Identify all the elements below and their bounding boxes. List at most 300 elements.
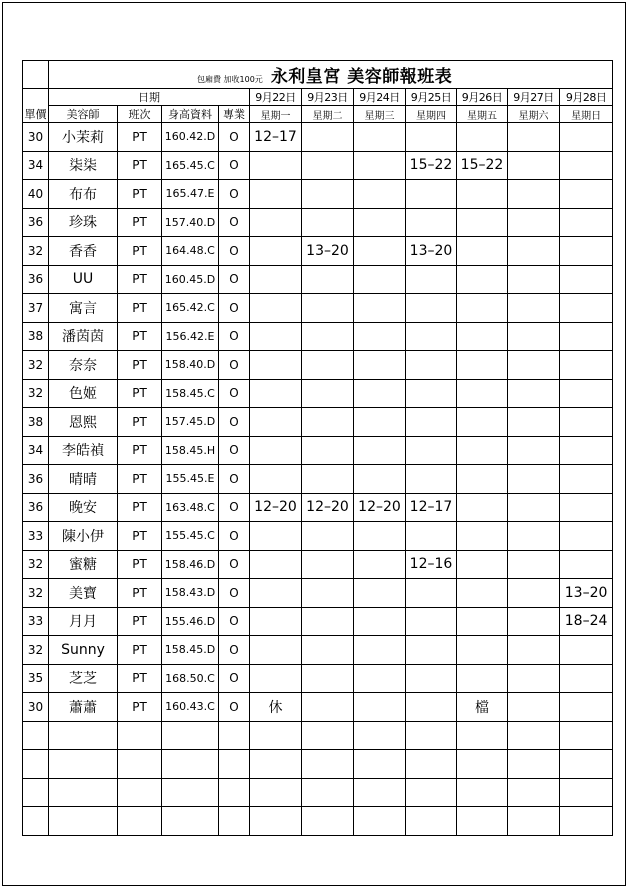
schedule-cell	[457, 607, 508, 636]
schedule-cell	[250, 151, 302, 180]
stylist-name-cell: 恩熙	[49, 408, 118, 437]
schedule-cell	[354, 265, 406, 294]
stylist-name-cell: 晚安	[49, 493, 118, 522]
unit-price-cell: 32	[23, 579, 49, 608]
schedule-cell	[354, 550, 406, 579]
stylist-name-cell: 柒柒	[49, 151, 118, 180]
table-row	[23, 123, 613, 152]
table-row	[23, 550, 613, 579]
unit-price-cell: 40	[23, 180, 49, 209]
shift-cell: PT	[118, 522, 162, 551]
specialty-cell: O	[219, 351, 250, 380]
schedule-cell	[508, 408, 560, 437]
schedule-cell: 12–20	[250, 493, 302, 522]
schedule-cell	[560, 322, 613, 351]
empty-cell	[354, 807, 406, 836]
table-row	[23, 436, 613, 465]
schedule-cell	[457, 493, 508, 522]
schedule-cell	[302, 351, 354, 380]
schedule-cell	[354, 693, 406, 722]
schedule-cell	[302, 693, 354, 722]
schedule-cell	[302, 636, 354, 665]
schedule-cell	[560, 522, 613, 551]
stylist-name-cell: 美寶	[49, 579, 118, 608]
schedule-cell	[560, 493, 613, 522]
schedule-cell	[457, 351, 508, 380]
roster-table	[22, 60, 613, 836]
date-cell: 9月24日	[354, 89, 406, 106]
date-label: 日期	[49, 89, 250, 106]
unit-price-cell: 30	[23, 693, 49, 722]
schedule-cell	[302, 294, 354, 323]
table-row	[23, 579, 613, 608]
unit-price-cell: 32	[23, 237, 49, 266]
empty-cell	[508, 721, 560, 750]
schedule-cell	[354, 465, 406, 494]
schedule-cell	[508, 265, 560, 294]
schedule-cell	[354, 379, 406, 408]
schedule-cell	[354, 664, 406, 693]
table-row	[23, 294, 613, 323]
body-info-cell: 158.45.H	[162, 436, 219, 465]
schedule-cell	[508, 151, 560, 180]
schedule-cell	[354, 123, 406, 152]
specialty-cell: O	[219, 379, 250, 408]
specialty-cell: O	[219, 522, 250, 551]
body-info-cell: 158.46.D	[162, 550, 219, 579]
schedule-cell	[302, 151, 354, 180]
schedule-cell	[302, 436, 354, 465]
empty-row	[23, 807, 613, 836]
schedule-cell	[508, 465, 560, 494]
body-info-cell: 168.50.C	[162, 664, 219, 693]
shift-cell: PT	[118, 237, 162, 266]
schedule-cell	[302, 522, 354, 551]
unit-price-cell: 38	[23, 408, 49, 437]
schedule-cell	[406, 664, 457, 693]
schedule-cell	[560, 636, 613, 665]
schedule-cell	[457, 265, 508, 294]
shift-cell: PT	[118, 607, 162, 636]
schedule-cell	[560, 550, 613, 579]
empty-cell	[219, 721, 250, 750]
body-info-cell: 160.43.C	[162, 693, 219, 722]
shift-cell: PT	[118, 294, 162, 323]
empty-cell	[162, 778, 219, 807]
specialty-cell: O	[219, 436, 250, 465]
body-info-cell: 157.40.D	[162, 208, 219, 237]
schedule-cell	[250, 607, 302, 636]
date-cell: 9月27日	[508, 89, 560, 106]
unit-price-cell: 32	[23, 550, 49, 579]
schedule-cell	[508, 664, 560, 693]
stylist-name-cell: 芝芝	[49, 664, 118, 693]
specialty-cell: O	[219, 636, 250, 665]
shift-cell: PT	[118, 322, 162, 351]
stylist-name-cell: 潘茵茵	[49, 322, 118, 351]
schedule-cell	[457, 408, 508, 437]
body-info-cell: 158.43.D	[162, 579, 219, 608]
stylist-name-cell: UU	[49, 265, 118, 294]
schedule-cell	[250, 379, 302, 408]
schedule-cell	[457, 636, 508, 665]
empty-cell	[406, 778, 457, 807]
schedule-cell	[508, 636, 560, 665]
schedule-cell	[457, 436, 508, 465]
unit-price-cell: 32	[23, 351, 49, 380]
specialty-cell: O	[219, 493, 250, 522]
schedule-cell	[250, 408, 302, 437]
empty-cell	[219, 750, 250, 779]
empty-cell	[508, 778, 560, 807]
empty-cell	[457, 750, 508, 779]
schedule-cell	[250, 208, 302, 237]
empty-cell	[118, 778, 162, 807]
schedule-cell	[560, 351, 613, 380]
schedule-cell	[508, 208, 560, 237]
schedule-cell	[508, 579, 560, 608]
empty-cell	[49, 750, 118, 779]
stylist-name-cell: 李皓禎	[49, 436, 118, 465]
schedule-cell	[508, 522, 560, 551]
schedule-cell	[250, 322, 302, 351]
schedule-sheet	[2, 2, 626, 886]
empty-cell	[302, 807, 354, 836]
body-info-cell: 157.45.D	[162, 408, 219, 437]
empty-cell	[354, 778, 406, 807]
schedule-cell	[457, 123, 508, 152]
unit-price-cell: 32	[23, 636, 49, 665]
schedule-cell	[354, 522, 406, 551]
table-row	[23, 465, 613, 494]
weekday-cell: 星期一	[250, 106, 302, 123]
stylist-name-cell: 香香	[49, 237, 118, 266]
empty-cell	[49, 778, 118, 807]
schedule-cell	[508, 322, 560, 351]
schedule-cell	[457, 180, 508, 209]
schedule-cell	[354, 151, 406, 180]
stylist-name-cell: 晴晴	[49, 465, 118, 494]
shift-cell: PT	[118, 436, 162, 465]
unit-price-cell: 36	[23, 493, 49, 522]
stylist-name-cell: 陳小伊	[49, 522, 118, 551]
page-title: 永利皇宮 美容師報班表	[270, 67, 453, 87]
schedule-cell	[354, 180, 406, 209]
schedule-cell	[560, 693, 613, 722]
shift-cell: PT	[118, 636, 162, 665]
schedule-cell	[508, 379, 560, 408]
empty-cell	[457, 721, 508, 750]
date-cell: 9月25日	[406, 89, 457, 106]
specialty-header: 專業	[219, 106, 250, 123]
schedule-cell	[508, 693, 560, 722]
stylist-name-cell: 奈奈	[49, 351, 118, 380]
weekday-cell: 星期日	[560, 106, 613, 123]
schedule-cell	[508, 436, 560, 465]
body-info-cell: 158.45.C	[162, 379, 219, 408]
schedule-cell	[302, 607, 354, 636]
schedule-cell	[508, 180, 560, 209]
unit-price-cell: 32	[23, 379, 49, 408]
unit-price-cell: 30	[23, 123, 49, 152]
empty-cell	[118, 750, 162, 779]
empty-cell	[219, 807, 250, 836]
empty-cell	[457, 807, 508, 836]
table-row	[23, 379, 613, 408]
weekday-cell: 星期四	[406, 106, 457, 123]
schedule-cell: 12–20	[354, 493, 406, 522]
empty-cell	[118, 721, 162, 750]
shift-cell: PT	[118, 493, 162, 522]
body-info-cell: 155.46.D	[162, 607, 219, 636]
schedule-cell	[354, 208, 406, 237]
schedule-cell	[560, 237, 613, 266]
schedule-cell	[354, 322, 406, 351]
shift-cell: PT	[118, 351, 162, 380]
schedule-cell	[406, 180, 457, 209]
empty-cell	[354, 750, 406, 779]
schedule-cell	[302, 465, 354, 494]
schedule-cell	[560, 436, 613, 465]
specialty-cell: O	[219, 579, 250, 608]
body-info-cell: 155.45.E	[162, 465, 219, 494]
schedule-cell	[302, 408, 354, 437]
stylist-name-cell: Sunny	[49, 636, 118, 665]
empty-cell	[162, 750, 219, 779]
schedule-cell: 12–16	[406, 550, 457, 579]
specialty-cell: O	[219, 550, 250, 579]
empty-cell	[560, 807, 613, 836]
unit-price-header: 單價	[23, 89, 49, 123]
empty-cell	[560, 750, 613, 779]
schedule-cell	[250, 579, 302, 608]
shift-cell: PT	[118, 550, 162, 579]
weekday-cell: 星期三	[354, 106, 406, 123]
specialty-cell: O	[219, 151, 250, 180]
date-cell: 9月26日	[457, 89, 508, 106]
schedule-cell	[406, 265, 457, 294]
schedule-cell	[406, 294, 457, 323]
schedule-cell	[457, 664, 508, 693]
schedule-cell	[354, 579, 406, 608]
schedule-cell	[250, 436, 302, 465]
body-info-cell: 160.45.D	[162, 265, 219, 294]
empty-row	[23, 778, 613, 807]
shift-cell: PT	[118, 123, 162, 152]
table-row	[23, 522, 613, 551]
schedule-cell	[302, 123, 354, 152]
schedule-cell	[457, 294, 508, 323]
schedule-cell	[354, 636, 406, 665]
schedule-cell	[457, 465, 508, 494]
empty-cell	[250, 807, 302, 836]
empty-cell	[118, 807, 162, 836]
table-row	[23, 636, 613, 665]
unit-price-cell: 35	[23, 664, 49, 693]
empty-cell	[49, 807, 118, 836]
empty-cell	[23, 721, 49, 750]
specialty-cell: O	[219, 465, 250, 494]
weekday-cell: 星期二	[302, 106, 354, 123]
schedule-cell: 15–22	[457, 151, 508, 180]
schedule-cell: 12–17	[406, 493, 457, 522]
schedule-cell	[457, 579, 508, 608]
schedule-cell	[406, 351, 457, 380]
table-row	[23, 351, 613, 380]
specialty-cell: O	[219, 265, 250, 294]
unit-price-cell: 37	[23, 294, 49, 323]
schedule-cell: 12–20	[302, 493, 354, 522]
empty-cell	[406, 807, 457, 836]
schedule-cell	[457, 237, 508, 266]
stylist-name-cell: 色姬	[49, 379, 118, 408]
schedule-cell	[354, 294, 406, 323]
schedule-cell	[354, 351, 406, 380]
schedule-cell	[457, 208, 508, 237]
empty-cell	[508, 750, 560, 779]
schedule-cell: 檔	[457, 693, 508, 722]
empty-cell	[406, 750, 457, 779]
specialty-cell: O	[219, 294, 250, 323]
schedule-cell	[406, 208, 457, 237]
specialty-cell: O	[219, 208, 250, 237]
empty-cell	[23, 750, 49, 779]
table-row	[23, 208, 613, 237]
empty-cell	[406, 721, 457, 750]
shift-cell: PT	[118, 579, 162, 608]
date-cell: 9月22日	[250, 89, 302, 106]
schedule-cell	[250, 465, 302, 494]
empty-cell	[250, 750, 302, 779]
shift-cell: PT	[118, 208, 162, 237]
specialty-cell: O	[219, 322, 250, 351]
date-cell: 9月23日	[302, 89, 354, 106]
schedule-cell	[302, 265, 354, 294]
schedule-cell	[406, 436, 457, 465]
schedule-cell	[406, 123, 457, 152]
schedule-cell	[250, 550, 302, 579]
table-row	[23, 151, 613, 180]
specialty-cell: O	[219, 123, 250, 152]
room-fee-note: 包廂費 加收100元	[197, 75, 263, 84]
schedule-cell	[250, 636, 302, 665]
name-header: 美容師	[49, 106, 118, 123]
schedule-cell	[354, 408, 406, 437]
schedule-cell	[560, 465, 613, 494]
schedule-cell: 15–22	[406, 151, 457, 180]
schedule-cell	[406, 322, 457, 351]
table-row	[23, 664, 613, 693]
schedule-cell: 13–20	[560, 579, 613, 608]
specialty-cell: O	[219, 408, 250, 437]
schedule-cell	[250, 265, 302, 294]
stylist-name-cell: 月月	[49, 607, 118, 636]
body-info-cell: 165.47.E	[162, 180, 219, 209]
schedule-cell	[250, 180, 302, 209]
empty-cell	[219, 778, 250, 807]
stylist-name-cell: 蜜糖	[49, 550, 118, 579]
schedule-cell	[354, 436, 406, 465]
schedule-cell: 13–20	[406, 237, 457, 266]
schedule-cell	[302, 664, 354, 693]
empty-cell	[457, 778, 508, 807]
title-row	[23, 61, 613, 89]
body-info-cell: 164.48.C	[162, 237, 219, 266]
table-row	[23, 693, 613, 722]
schedule-cell: 12–17	[250, 123, 302, 152]
schedule-cell	[406, 693, 457, 722]
shift-cell: PT	[118, 664, 162, 693]
empty-cell	[162, 721, 219, 750]
schedule-cell	[354, 607, 406, 636]
unit-price-cell: 34	[23, 151, 49, 180]
body-info-cell: 158.40.D	[162, 351, 219, 380]
schedule-cell	[354, 237, 406, 266]
empty-cell	[302, 778, 354, 807]
schedule-cell	[508, 351, 560, 380]
schedule-cell	[508, 294, 560, 323]
schedule-cell	[302, 208, 354, 237]
table-row	[23, 322, 613, 351]
weekday-cell: 星期五	[457, 106, 508, 123]
schedule-cell	[250, 351, 302, 380]
schedule-cell	[560, 294, 613, 323]
specialty-cell: O	[219, 237, 250, 266]
table-row	[23, 408, 613, 437]
empty-row	[23, 721, 613, 750]
table-row	[23, 180, 613, 209]
empty-cell	[302, 750, 354, 779]
empty-cell	[250, 778, 302, 807]
empty-cell	[162, 807, 219, 836]
schedule-cell	[406, 522, 457, 551]
shift-cell: PT	[118, 465, 162, 494]
date-header-row	[23, 89, 613, 106]
schedule-cell	[406, 465, 457, 494]
unit-price-cell: 33	[23, 522, 49, 551]
unit-price-cell: 34	[23, 436, 49, 465]
schedule-cell	[508, 550, 560, 579]
table-row	[23, 493, 613, 522]
specialty-cell: O	[219, 180, 250, 209]
unit-price-cell: 33	[23, 607, 49, 636]
stylist-name-cell: 寓言	[49, 294, 118, 323]
schedule-cell	[406, 379, 457, 408]
schedule-cell	[560, 208, 613, 237]
table-row	[23, 237, 613, 266]
unit-price-cell: 36	[23, 265, 49, 294]
schedule-cell	[406, 636, 457, 665]
shift-cell: PT	[118, 151, 162, 180]
schedule-cell	[250, 664, 302, 693]
stylist-name-cell: 小茉莉	[49, 123, 118, 152]
shift-cell: PT	[118, 180, 162, 209]
empty-cell	[49, 721, 118, 750]
body-info-cell: 165.42.C	[162, 294, 219, 323]
empty-row	[23, 750, 613, 779]
body-info-cell: 158.45.D	[162, 636, 219, 665]
schedule-cell	[508, 123, 560, 152]
date-cell: 9月28日	[560, 89, 613, 106]
shift-cell: PT	[118, 693, 162, 722]
schedule-cell	[250, 294, 302, 323]
schedule-cell	[560, 180, 613, 209]
body-info-cell: 165.45.C	[162, 151, 219, 180]
empty-cell	[354, 721, 406, 750]
weekday-cell: 星期六	[508, 106, 560, 123]
schedule-cell	[457, 550, 508, 579]
schedule-cell	[508, 493, 560, 522]
